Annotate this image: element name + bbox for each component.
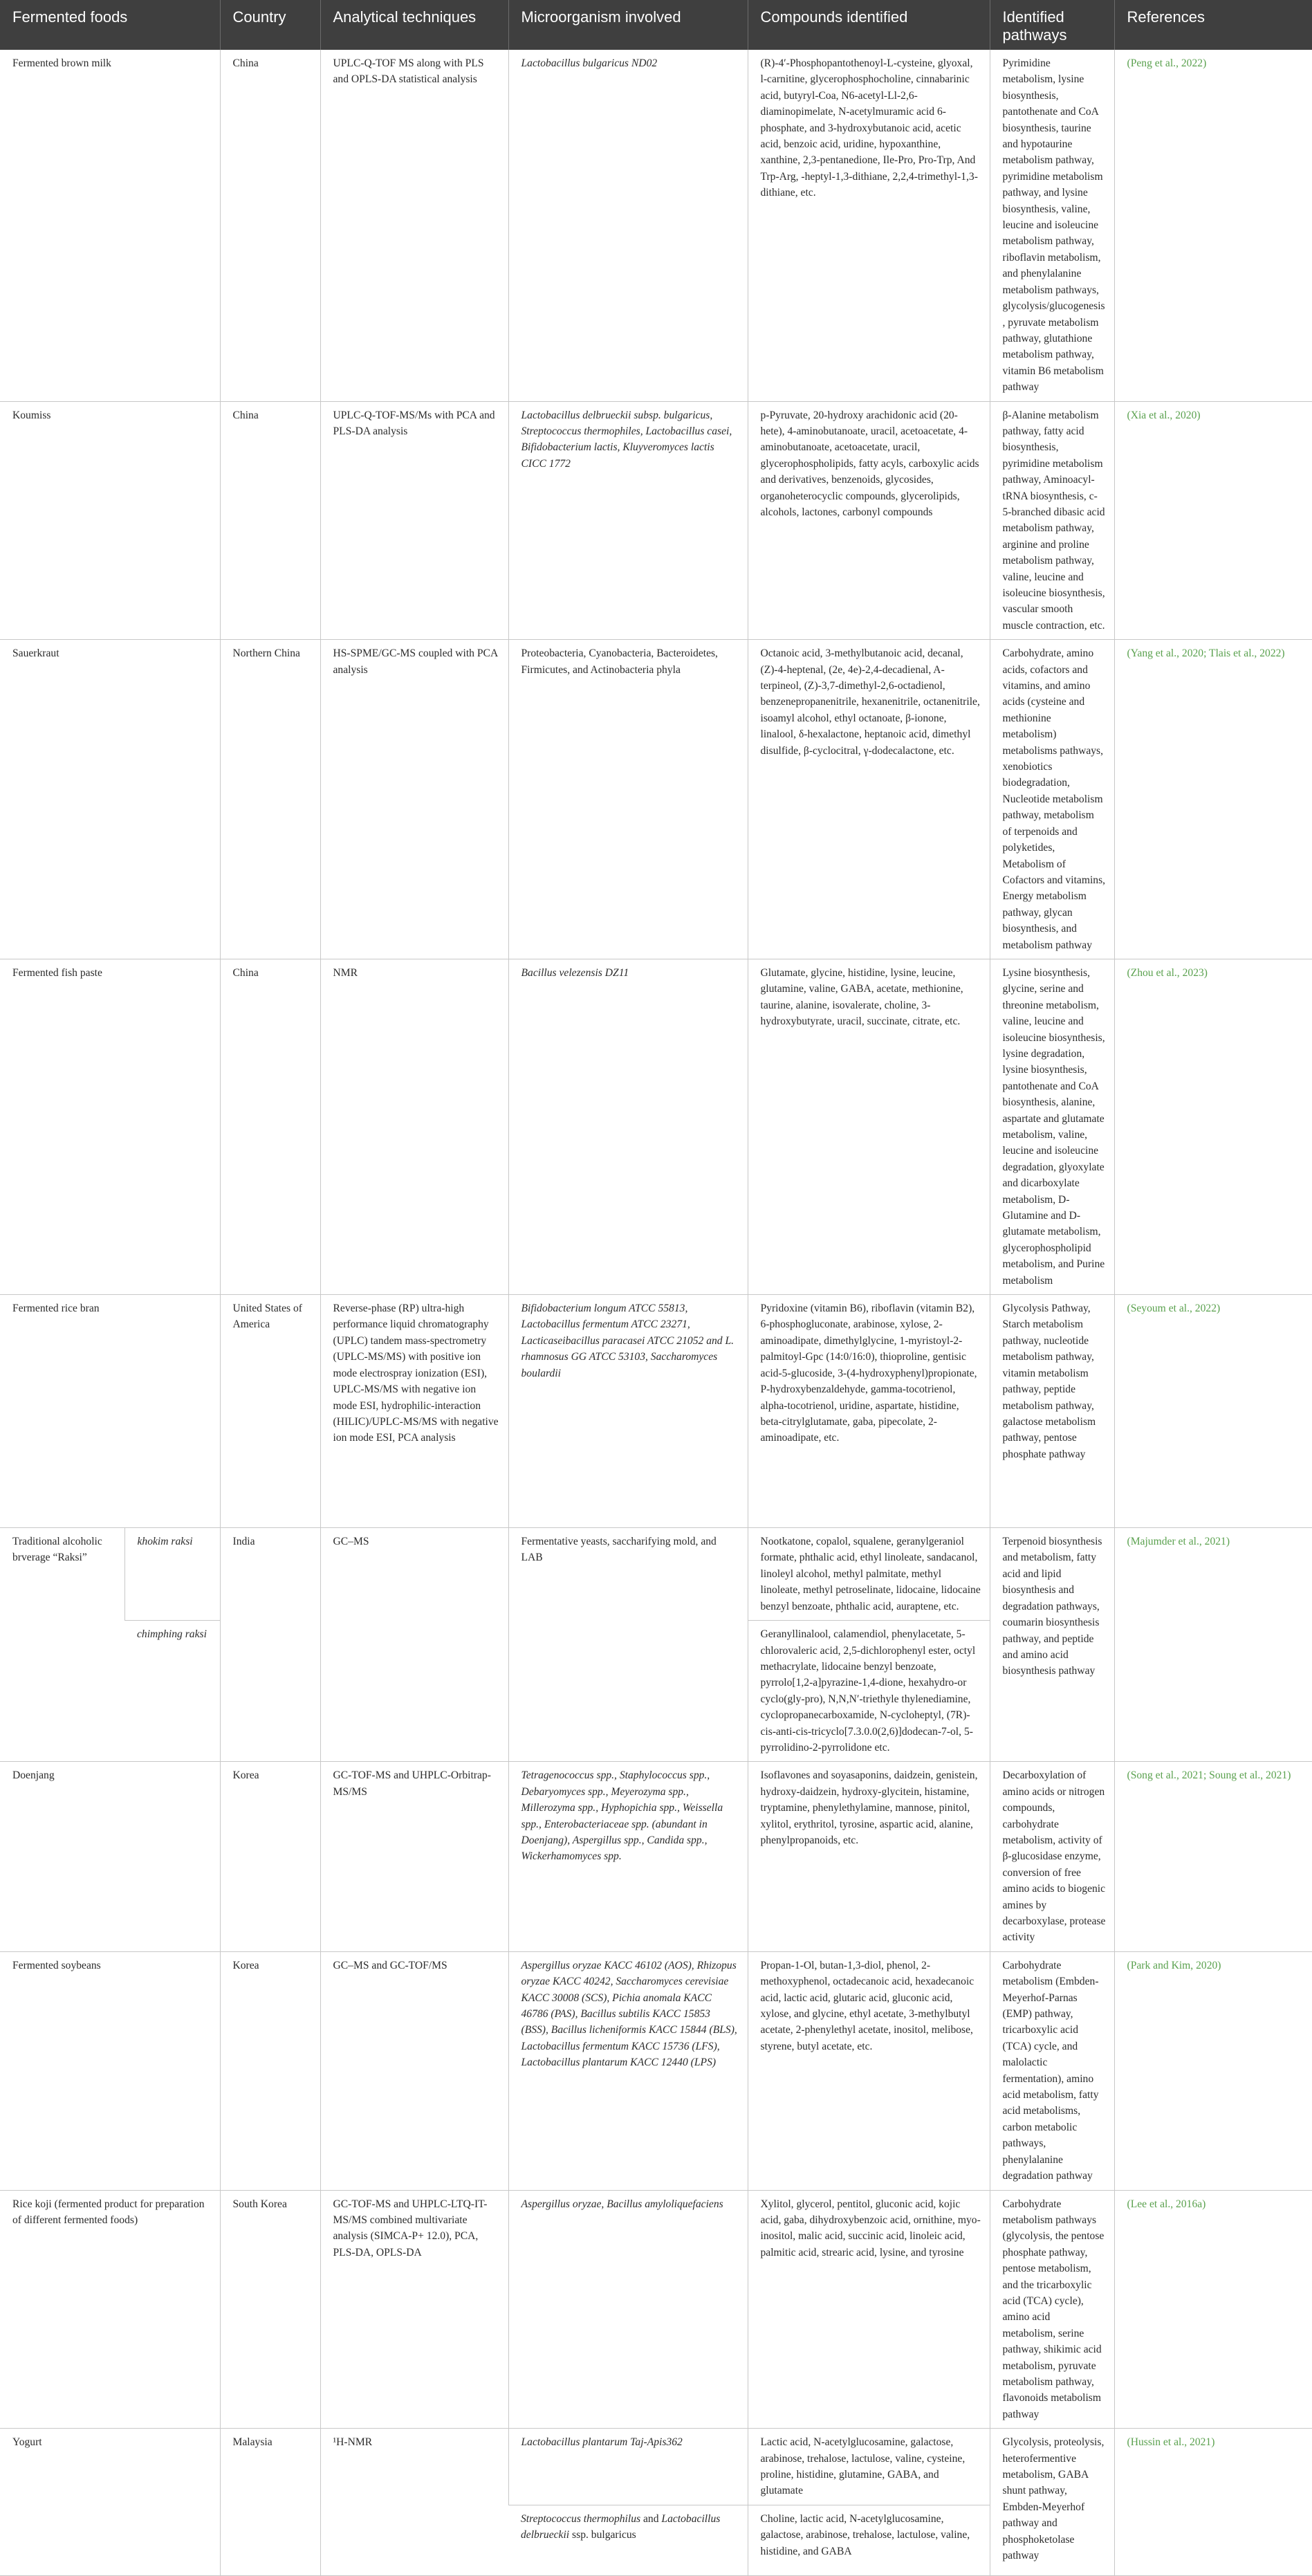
reference-link[interactable]: (Zhou et al., 2023) (1114, 959, 1312, 1294)
table-row (0, 1528, 1312, 1621)
reference-link[interactable]: (Majumder et al., 2021) (1114, 1528, 1312, 1762)
cell-microorganism: Tetragenococcus spp., Staphylococcus spp., Debaryomyces spp., Meyerozyma spp., Millerozyma spp., Hyphopichia spp., Weissella spp., Enterobacteriaceae spp. (abundant in Doenjang), Aspergillus spp., Candida spp., Wickerhamomyces spp. (508, 1762, 748, 1951)
cell-microorganism: Aspergillus oryzae KACC 46102 (AOS), Rhizopus oryzae KACC 40242, Saccharomyces cerevisiae KACC 30008 (SCS), Pichia anomala KACC 46786 (PAS), Bacillus subtilis KACC 15853 (BSS), Bacillus licheniformis KACC 15844 (BLS), Lactobacillus fermentum KACC 15736 (LFS), Lactobacillus plantarum KACC 12440 (LPS) (508, 1951, 748, 2190)
cell-country: China (220, 401, 320, 640)
header-microorganism: Microorganism involved (508, 0, 748, 50)
header-references: References (1114, 0, 1312, 50)
cell-compounds: (R)-4′-Phosphopantothenoyl-L-cysteine, glyoxal, l-carnitine, glycerophosphocholine, cinnabarinic acid, butyryl-Coa, N6-acetyl-Ll-2,6-diaminopimelate, N-acetylmuramic acid 6-phosphate, and 3-hydroxybutanoic acid, acetic acid, benzoic acid, uridine, hypoxanthine, xanthine, 2,3-pentanedione, Ile-Pro, Pro-Trp, And Trp-Arg, -heptyl-1,3-dithiane, 2,2,4-trimethyl-1,3-dithiane, etc. (748, 50, 990, 401)
cell-compounds: Octanoic acid, 3-methylbutanoic acid, decanal, (Z)-4-heptenal, (2e, 4e)-2,4-decadienal, A-terpineol, (Z)-3,7-dimethyl-2,6-octadienol, benzenepropanenitrile, hexanenitrile, octanenitrile, isoamyl alcohol, ethyl octanoate, β-ionone, linalool, δ-hexalactone, heptanoic acid, dimethyl disulfide, β-cyclocitral, γ-dodecalactone, etc. (748, 640, 990, 959)
cell-food: Yogurt (0, 2429, 220, 2576)
cell-compounds: Choline, lactic acid, N-acetylglucosamine, galactose, arabinose, trehalose, lactulose, valine, histidine, and GABA (748, 2505, 990, 2575)
cell-food: Koumiss (0, 401, 220, 640)
cell-microorganism: Fermentative yeasts, saccharifying mold, and LAB (508, 1528, 748, 1762)
header-country: Country (220, 0, 320, 50)
cell-pathways: Terpenoid biosynthesis and metabolism, fatty acid and lipid biosynthesis and degradation pathways, coumarin biosynthesis pathway, and peptide and amino acid biosynthesis pathway (990, 1528, 1114, 1762)
cell-techniques: GC–MS and GC-TOF/MS (320, 1951, 508, 2190)
cell-pathways: Lysine biosynthesis, glycine, serine and threonine metabolism, valine, leucine and isoleucine biosynthesis, lysine degradation, lysine biosynthesis, pantothenate and CoA biosynthesis, alanine, aspartate and glutamate metabolism, valine, leucine and isoleucine degradation, glyoxylate and dicarboxylate metabolism, D-Glutamine and D-glutamate metabolism, glycerophospholipid metabolism, and Purine metabolism (990, 959, 1114, 1294)
cell-compounds: Glutamate, glycine, histidine, lysine, leucine, glutamine, valine, GABA, acetate, methionine, taurine, alanine, isovalerate, choline, 3-hydroxybutyrate, uracil, succinate, citrate, etc. (748, 959, 990, 1294)
reference-link[interactable]: (Lee et al., 2016a) (1114, 2190, 1312, 2429)
table-row (0, 640, 1312, 959)
table-row (0, 1951, 1312, 2190)
cell-subtype: chimphing raksi (124, 1621, 220, 1762)
cell-country: United States of America (220, 1295, 320, 1528)
cell-compounds: Xylitol, glycerol, pentitol, gluconic acid, kojic acid, gaba, dihydroxybenzoic acid, ornithine, myo-inositol, malic acid, succinic acid, linoleic acid, palmitic acid, strearic acid, lysine, and tyrosine (748, 2190, 990, 2429)
cell-pathways: Glycolysis, proteolysis, heterofermentive metabolism, GABA shunt pathway, Embden-Meyerhof pathway and phosphoketolase pathway (990, 2429, 1114, 2576)
cell-microorganism: Lactobacillus delbrueckii subsp. bulgaricus, Streptococcus thermophiles, Lactobacillus casei, Bifidobacterium lactis, Kluyveromyces lactis CICC 1772 (508, 401, 748, 640)
microorganism-subspecies: ssp. bulgaricus (569, 2529, 636, 2541)
reference-link[interactable]: (Xia et al., 2020) (1114, 401, 1312, 640)
reference-link[interactable]: (Peng et al., 2022) (1114, 50, 1312, 401)
cell-country: Korea (220, 1951, 320, 2190)
cell-country: Korea (220, 1762, 320, 1951)
cell-pathways: Carbohydrate metabolism pathways (glycolysis, the pentose phosphate pathway, pentose metabolism, and the tricarboxylic acid (TCA) cycle), amino acid metabolism, serine pathway, shikimic acid metabolism, pyruvate metabolism pathway, flavonoids metabolism pathway (990, 2190, 1114, 2429)
cell-country: Northern China (220, 640, 320, 959)
reference-link[interactable]: (Park and Kim, 2020) (1114, 1951, 1312, 2190)
cell-country: China (220, 959, 320, 1294)
cell-techniques: GC-TOF-MS and UHPLC-Orbitrap-MS/MS (320, 1762, 508, 1951)
table-row (0, 1762, 1312, 1951)
reference-link[interactable]: (Hussin et al., 2021) (1114, 2429, 1312, 2576)
cell-compounds: Lactic acid, N-acetylglucosamine, galactose, arabinose, trehalose, lactulose, valine, cysteine, proline, histidine, glutamine, GABA, and glutamate (748, 2429, 990, 2505)
cell-microorganism: Bacillus velezensis DZ11 (508, 959, 748, 1294)
cell-country: South Korea (220, 2190, 320, 2429)
cell-pathways: Carbohydrate, amino acids, cofactors and vitamins, and amino acids (cysteine and methionine metabolism) metabolisms pathways, xenobiotics biodegradation, Nucleotide metabolism pathway, metabolism of terpenoids and polyketides, Metabolism of Cofactors and vitamins, Energy metabolism pathway, glycan biosynthesis, and metabolism pathway (990, 640, 1114, 959)
table-row (0, 959, 1312, 1294)
cell-microorganism: Lactobacillus bulgaricus ND02 (508, 50, 748, 401)
cell-compounds: Isoflavones and soyasaponins, daidzein, genistein, hydroxy-daidzein, hydroxy-glycitein, histamine, tryptamine, phenylethylamine, mannose, pinitol, xylitol, erythritol, tyrosine, aspartic acid, alanine, phenylpropanoids, etc. (748, 1762, 990, 1951)
cell-microorganism: Proteobacteria, Cyanobacteria, Bacteroidetes, Firmicutes, and Actinobacteria phyla (508, 640, 748, 959)
cell-techniques: HS-SPME/GC-MS coupled with PCA analysis (320, 640, 508, 959)
cell-microorganism (508, 2505, 748, 2575)
microorganism-name: Lactobacillus delbrueckii (521, 2512, 721, 2541)
cell-food: Fermented fish paste (0, 959, 220, 1294)
cell-techniques: GC–MS (320, 1528, 508, 1762)
cell-pathways: Decarboxylation of amino acids or nitrogen compounds, carbohydrate metabolism, activity of β-glucosidase enzyme, conversion of free amino acids to biogenic amines by decarboxylase, protease activity (990, 1762, 1114, 1951)
cell-techniques: UPLC-Q-TOF-MS/Ms with PCA and PLS-DA analysis (320, 401, 508, 640)
cell-food: Fermented rice bran (0, 1295, 220, 1528)
cell-techniques: UPLC-Q-TOF MS along with PLS and OPLS-DA statistical analysis (320, 50, 508, 401)
cell-microorganism: Lactobacillus plantarum Taj-Apis362 (508, 2429, 748, 2505)
header-pathways: Identified pathways (990, 0, 1114, 50)
reference-link[interactable]: (Yang et al., 2020; Tlais et al., 2022) (1114, 640, 1312, 959)
reference-link[interactable]: (Seyoum et al., 2022) (1114, 1295, 1312, 1528)
header-fermented-foods: Fermented foods (0, 0, 220, 50)
cell-food: Sauerkraut (0, 640, 220, 959)
table-row (0, 2190, 1312, 2429)
table-row (0, 50, 1312, 401)
cell-food: Doenjang (0, 1762, 220, 1951)
cell-pathways: Carbohydrate metabolism (Embden-Meyerhof-Parnas (EMP) pathway, tricarboxylic acid (TCA) cycle, and malolactic fermentation), amino acid metabolism, fatty acid metabolisms, carbon metabolic pathways, phenylalanine degradation pathway (990, 1951, 1114, 2190)
cell-food: Fermented soybeans (0, 1951, 220, 2190)
cell-compounds: p-Pyruvate, 20-hydroxy arachidonic acid (20-hete), 4-aminobutanoate, uracil, acetoacetate, 4-aminobutanoate, acetoacetate, uracil, glycerophospholipids, fatty acyls, carboxylic acids and derivatives, benzenoids, glycosides, organoheterocyclic compounds, glycerolipids, alcohols, lactones, carbonyl compounds (748, 401, 990, 640)
cell-pathways: β-Alanine metabolism pathway, fatty acid biosynthesis, pyrimidine metabolism pathway, Aminoacyl-tRNA biosynthesis, c-5-branched dibasic acid metabolism pathway, arginine and proline metabolism pathway, valine, leucine and isoleucine biosynthesis, vascular smooth muscle contraction, etc. (990, 401, 1114, 640)
cell-compounds: Propan-1-Ol, butan-1,3-diol, phenol, 2-methoxyphenol, octadecanoic acid, hexadecanoic acid, lactic acid, glutaric acid, gluconic acid, xylose, and glycine, ethyl acetate, 3-methylbutyl acetate, 2-phenylethyl acetate, inositol, melibose, styrene, butyl acetate, etc. (748, 1951, 990, 2190)
microorganism-name: Streptococcus thermophilus (521, 2512, 641, 2525)
header-analytical-techniques: Analytical techniques (320, 0, 508, 50)
cell-techniques: GC-TOF-MS and UHPLC-LTQ-IT-MS/MS combined multivariate analysis (SIMCA-P+ 12.0), PCA, PLS-DA, OPLS-DA (320, 2190, 508, 2429)
cell-compounds: Nootkatone, copalol, squalene, geranylgeraniol formate, phthalic acid, ethyl linoleate, sandacanol, linoleyl alcohol, methyl palmitate, methyl linoleate, methyl petroselinate, lidocaine, lidocaine benzyl benzoate, phthalic acid, auraptene, etc. (748, 1528, 990, 1621)
cell-microorganism: Aspergillus oryzae, Bacillus amyloliquefaciens (508, 2190, 748, 2429)
cell-pathways: Glycolysis Pathway, Starch metabolism pathway, nucleotide metabolism pathway, vitamin metabolism pathway, peptide metabolism pathway, galactose metabolism pathway, pentose phosphate pathway (990, 1295, 1114, 1528)
cell-country: China (220, 50, 320, 401)
table-row (0, 401, 1312, 640)
cell-food: Rice koji (fermented product for preparation of different fermented foods) (0, 2190, 220, 2429)
cell-techniques: ¹H-NMR (320, 2429, 508, 2576)
microorganism-connector: and (640, 2512, 662, 2525)
cell-country: Malaysia (220, 2429, 320, 2576)
header-compounds: Compounds identified (748, 0, 990, 50)
cell-techniques: Reverse-phase (RP) ultra-high performance liquid chromatography (UPLC) tandem mass-spectrometry (UPLC-MS/MS) with positive ion mode electrospray ionization (ESI), UPLC-MS/MS with negative ion mode ESI, hydrophilic-interaction (HILIC)/UPLC-MS/MS with negative ion mode ESI, PCA analysis (320, 1295, 508, 1528)
cell-compounds: Geranyllinalool, calamendiol, phenylacetate, 5-chlorovaleric acid, 2,5-dichlorophenyl ester, octyl methacrylate, lidocaine benzyl benzoate, pyrrolo[1,2-a]pyrazine-1,4-dione, hexahydro-or cyclo(gly-pro), N,N,N′-triethyle thylenediamine, cyclopropanecarboxamide, N-cycloheptyl, (7R)-cis-anti-cis-tricyclo[7.3.0.0(2,6)]dodecan-7-ol, 5-pyrrolidino-2-pyrrolidone etc. (748, 1621, 990, 1762)
cell-subtype: khokim raksi (124, 1528, 220, 1621)
header-row (0, 0, 1312, 50)
cell-food: Traditional alcoholic brverage “Raksi” (0, 1528, 124, 1762)
cell-pathways: Pyrimidine metabolism, lysine biosynthesis, pantothenate and CoA biosynthesis, taurine and hypotaurine metabolism pathway, pyrimidine metabolism pathway, and lysine biosynthesis, valine, leucine and isoleucine metabolism pathway, riboflavin metabolism, and phenylalanine metabolism pathways, glycolysis/glucogenesis, pyruvate metabolism pathway, glutathione metabolism pathway, vitamin B6 metabolism pathway (990, 50, 1114, 401)
table-row (0, 1295, 1312, 1528)
table-row (0, 2429, 1312, 2505)
cell-microorganism: Bifidobacterium longum ATCC 55813, Lactobacillus fermentum ATCC 23271, Lacticaseibacillus paracasei ATCC 21052 and L. rhamnosus GG ATCC 53103, Saccharomyces boulardii (508, 1295, 748, 1528)
cell-compounds: Pyridoxine (vitamin B6), riboflavin (vitamin B2), 6-phosphogluconate, arabinose, xylose, 2-aminoadipate, dimethylglycine, 1-myristoyl-2-palmitoyl-Gpc (14:0/16:0), thioproline, gentisic acid-5-glucoside, 3-(4-hydroxyphenyl)propionate, P-hydroxybenzaldehyde, gamma-tocotrienol, alpha-tocotrienol, uridine, aspartate, histidine, beta-citrylglutamate, gaba, pipecolate, 2-aminoadipate, etc. (748, 1295, 990, 1528)
reference-link[interactable]: (Song et al., 2021; Soung et al., 2021) (1114, 1762, 1312, 1951)
cell-country: India (220, 1528, 320, 1762)
cell-food: Fermented brown milk (0, 50, 220, 401)
cell-techniques: NMR (320, 959, 508, 1294)
